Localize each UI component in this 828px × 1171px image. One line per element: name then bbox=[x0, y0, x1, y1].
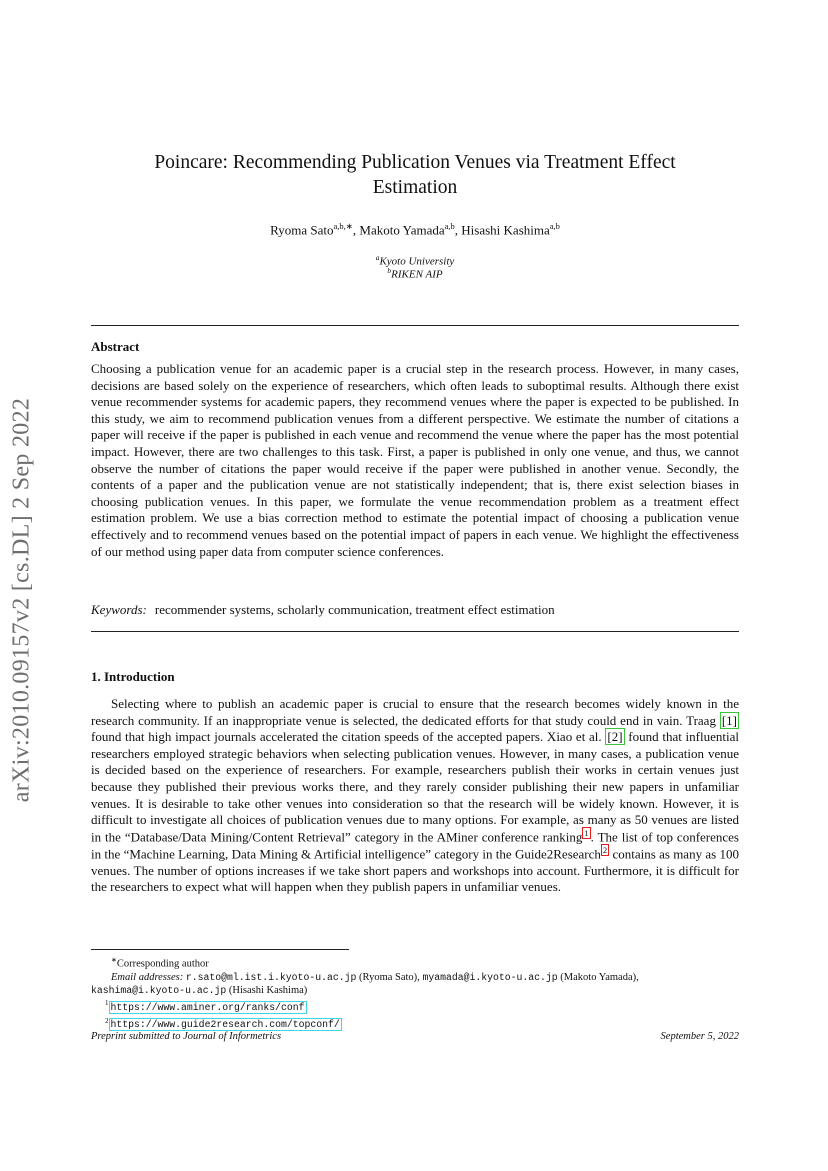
abstract-bottom-rule bbox=[91, 631, 739, 632]
title-line-1: Poincare: Recommending Publication Venues via Treatment Effect bbox=[154, 152, 676, 173]
corresponding-text: Corresponding author bbox=[116, 958, 209, 970]
author-separator: , bbox=[352, 222, 360, 238]
author-2: Makoto Yamada bbox=[359, 222, 445, 238]
abstract-top-rule bbox=[91, 325, 739, 326]
footnote-1-mark: 1 bbox=[105, 999, 109, 1008]
footnote-1-url[interactable]: https://www.aminer.org/ranks/conf bbox=[110, 1001, 305, 1013]
affiliation-b bbox=[100, 264, 730, 282]
email-1[interactable]: r.sato@ml.ist.i.kyoto-u.ac.jp bbox=[185, 971, 357, 983]
email-label: Email addresses: bbox=[111, 971, 184, 983]
footnote-1 bbox=[91, 997, 739, 1014]
footnote-rule bbox=[91, 949, 349, 950]
affiliation-a-mark: a bbox=[375, 253, 380, 262]
page-footer bbox=[91, 1031, 739, 1042]
email-owner-3: (Hisashi Kashima) bbox=[226, 984, 308, 996]
affiliation-b-text: RIKEN AIP bbox=[391, 268, 443, 281]
citation-link-2[interactable]: [2] bbox=[607, 729, 623, 745]
keywords bbox=[91, 602, 739, 618]
author-separator: , bbox=[454, 222, 462, 238]
footnote-2-mark: 2 bbox=[105, 1016, 109, 1025]
intro-text-segment: contains as many as 100 venues. The number of options increases if we take short papers and workshops into account. Furthermore, it is difficult for the researchers to expect what will happen when they publish papers in unfamiliar venues. bbox=[91, 846, 739, 895]
introduction-heading: 1. Introduction bbox=[91, 669, 175, 684]
footnote-corresponding bbox=[91, 954, 739, 971]
footer-date: September 5, 2022 bbox=[660, 1031, 739, 1042]
abstract-heading: Abstract bbox=[91, 339, 140, 354]
introduction-paragraph bbox=[91, 696, 739, 896]
intro-text-segment: . The list of top conferences in the “Machine Learning, Data Mining & Artificial intelligence” category in the Guide2Research bbox=[91, 829, 739, 861]
author-list bbox=[100, 221, 730, 238]
author-3-affil: a,b bbox=[549, 221, 560, 231]
footnote-2 bbox=[91, 1015, 739, 1032]
email-owner-1: (Ryoma Sato), bbox=[356, 971, 423, 983]
keywords-label: Keywords: bbox=[91, 602, 147, 617]
affiliation-b-mark: b bbox=[387, 266, 392, 275]
corresponding-mark: ∗ bbox=[111, 956, 117, 964]
footer-submission: Preprint submitted to Journal of Informetrics bbox=[91, 1031, 282, 1042]
intro-text-segment: found that high impact journals accelerated the citation speeds of the accepted papers. Xiao et al. bbox=[91, 729, 606, 745]
email-2[interactable]: myamada@i.kyoto-u.ac.jp bbox=[422, 971, 558, 983]
keywords-text: recommender systems, scholarly communication, treatment effect estimation bbox=[154, 602, 555, 617]
intro-text-segment: Selecting where to publish an academic paper is crucial to ensure that the research becomes widely known in the research community. If an inappropriate venue is selected, the dedicated efforts for that study could end in vain. Traag bbox=[91, 696, 739, 728]
citation-link-1[interactable]: [1] bbox=[721, 712, 737, 728]
author-1: Ryoma Sato bbox=[270, 222, 334, 238]
author-3: Hisashi Kashima bbox=[461, 222, 550, 238]
footnote-link-2[interactable]: 2 bbox=[602, 844, 608, 855]
arxiv-identifier: arXiv:2010.09157v2 [cs.DL] 2 Sep 2022 bbox=[8, 397, 35, 803]
abstract-text: Choosing a publication venue for an academic paper is a crucial step in the research process. However, in many cases, decisions are based solely on the experience of researchers, which often leads to suboptimal results. Although there exist venue recommender systems for academic papers, they recommend venues where the paper is expected to be published. In this study, we aim to recommend publication venues from a different perspective. We estimate the number of citations a paper will receive if the paper is published in each venue and recommend the venue where the paper has the most potential impact. However, there are two challenges to this task. First, a paper is published in only one venue, and thus, we cannot observe the number of citations the paper would receive if the paper were published in another venue. Secondly, the contents of a paper and the publication venue are not statistically independent; that is, there exist selection biases in choosing publication venues. In this paper, we formulate the venue recommendation problem as a treatment effect estimation problem. We use a bias correction method to estimate the potential impact of choosing a publication venue effectively and to recommend venues based on the potential impact of papers in each venue. We highlight the effectiveness of our method using paper data from computer science conferences. bbox=[91, 361, 739, 559]
author-1-affil: a,b,∗ bbox=[333, 221, 353, 231]
email-owner-2: (Makoto Yamada), bbox=[557, 971, 639, 983]
paper-title bbox=[100, 150, 730, 200]
author-2-affil: a,b bbox=[444, 221, 455, 231]
footnote-emails-cont bbox=[91, 984, 739, 997]
title-line-2: Estimation bbox=[372, 177, 458, 198]
footnote-link-1[interactable]: 1 bbox=[584, 827, 589, 838]
email-3[interactable]: kashima@i.kyoto-u.ac.jp bbox=[91, 984, 227, 996]
affiliation-a-text: Kyoto University bbox=[379, 255, 455, 268]
footnote-2-url[interactable]: https://www.guide2research.com/topconf/ bbox=[110, 1019, 340, 1031]
footnote-emails bbox=[91, 971, 739, 984]
intro-text-segment: found that influential researchers employed strategic behaviors when selecting publication venues. However, in many cases, a publication venue is decided based on the experience of researchers. For example, researchers publish their works in certain venues just because they published their previous works there, and they rarely consider publishing their new papers in unfamiliar venues. It is desirable to take other venues into consideration so that the research will be widely known. However, it is difficult to investigate all choices of publication venues due to many options. For example, as many as 50 venues are listed in the “Database/Data Mining/Content Retrieval” category in the AMiner conference ranking bbox=[91, 729, 739, 845]
footnotes bbox=[91, 954, 739, 1032]
